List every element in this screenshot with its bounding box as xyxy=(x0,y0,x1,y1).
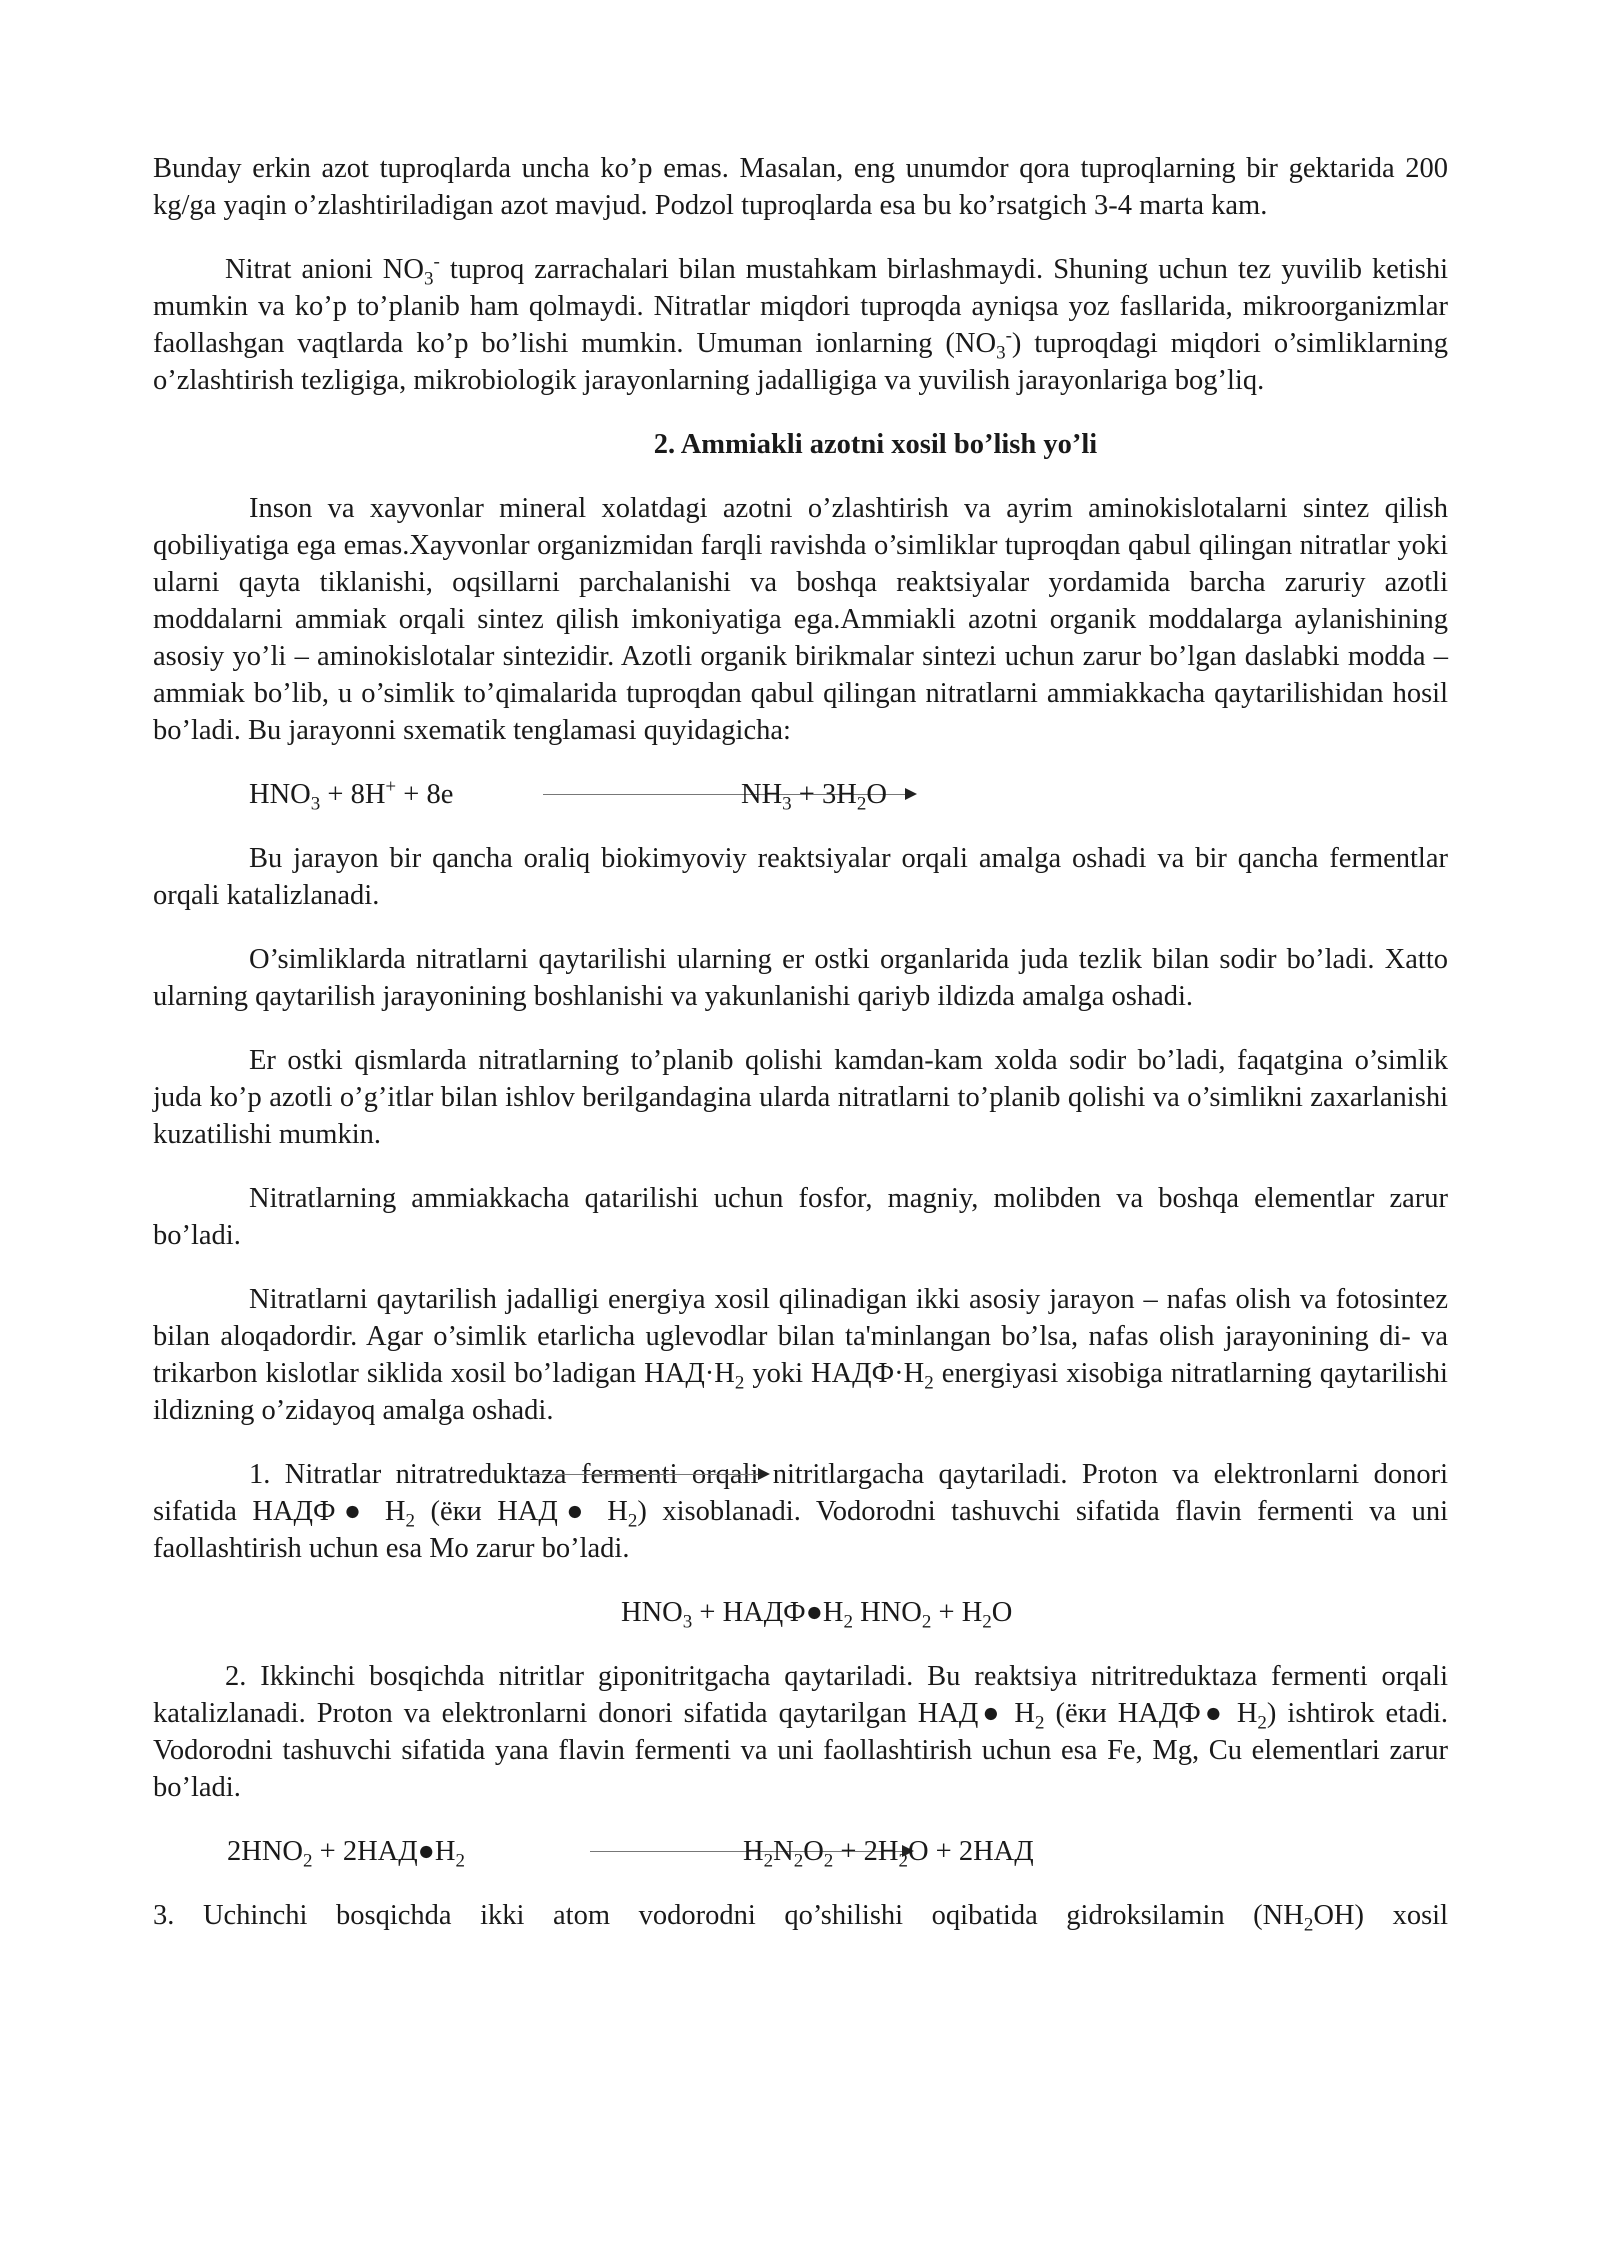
equation-3-left: $2HNO_2$ + $2НАД●Н_2$ xyxy=(227,1836,465,1872)
paragraph-11: 3. Uchinchi bosqichda ikki atom vodorodni qo’shilishi oqibatida gidroksilamin $(NH_2OH)$ xosil xyxy=(153,1900,1448,1936)
paragraph-2: Nitrat anioni $NO_3^-$ tuproq zarrachalari bilan mustahkam birlashmaydi. Shuning uchun tez yuvilib ketishi mumkin va ko’p to’planib ham qolmaydi. Nitratlar miqdori tuproqda ayniqsa yoz fasllarida, mikroorganizmlar faollashgan vaqtlarda ko’p bo’lishi mumkin. Umuman ionlarning $(NO_3^-)$ tuproqdagi miqdori o’simliklarning o’zlashtirish tezligiga, mikrobiologik jarayonlarning jadalligiga va yuvilish jarayonlariga bog’liq. xyxy=(153,251,1449,396)
paragraph-5: O’simliklarda nitratlarni qaytarilishi ularning er ostki organlarida juda tezlik bilan sodir bo’ladi. Xatto ularning qaytarilish jarayonining boshlanishi va yakunlanishi qariyb ildizda amalga oshadi. xyxy=(153,944,1448,1012)
document-page xyxy=(153,150,1448,1961)
paragraph-6: Er ostki qismlarda nitratlarning to’planib qolishi kamdan-kam xolda sodir bo’ladi, faqatgina o’simlik juda ko’p azotli o’g’itlar bilan ishlov berilgandagina ularda nitratlarni to’planib qolishi va o’simlikni zaxarlanishi kuzatilishi mumkin. xyxy=(153,1045,1448,1150)
paragraph-10: 2. Ikkinchi bosqichda nitritlar giponitritgacha qaytariladi. Bu reaktsiya nitritreduktaza fermenti orqali katalizlanadi. Proton va elektronlarni donori sifatida qaytarilgan НАД● $Н_2$ (ёки НАДФ● $Н_2$) ishtirok etadi. Vodorodni tashuvchi sifatida yana flavin fermenti va uni faollashtirish uchun esa Fe, Mg, Cu elementlari zarur bo’ladi. xyxy=(153,1661,1449,1803)
equation-2-text: $HNO_3$ + $НАДФ●Н_2$ $HNO_2 + H_2O$ xyxy=(621,1597,1013,1633)
paragraph-4: Bu jarayon bir qancha oraliq biokimyoviy reaktsiyalar orqali amalga oshadi va bir qancha fermentlar orqali katalizlanadi. xyxy=(153,843,1448,911)
paragraph-8: Nitratlarni qaytarilish jadalligi energiya xosil qilinadigan ikki asosiy jarayon – nafas olish va fotosintez bilan aloqadordir. Agar o’simlik etarlicha uglevodlar bilan ta'minlangan bo’lsa, nafas olish jarayonining di- va trikarbon kislotlar siklida xosil bo’ladigan $НАД\cdot Н_2$ yoki $НАДФ\cdot Н_2$ energiyasi xisobiga nitratlarning qaytarilishi ildizning o’zidayoq amalga oshadi. xyxy=(153,1284,1448,1426)
paragraph-9: 1. Nitratlar nitratreduktaza fermenti orqali nitritlargacha qaytariladi. Proton va elektronlarni donori sifatida НАДФ● $Н_2$ (ёки НАД● $Н_2$) xisoblanadi. Vodorodni tashuvchi sifatida flavin fermenti va uni faollashtirish uchun esa Mo zarur bo’ladi. xyxy=(153,1459,1448,1564)
paragraph-7: Nitratlarning ammiakkacha qatarilishi uchun fosfor, magniy, molibden va boshqa elementlar zarur bo’ladi. xyxy=(153,1183,1448,1251)
equation-2 xyxy=(153,1594,1448,1631)
equation-1-left: $HNO_3 + 8H^+ + 8e$ xyxy=(249,776,454,815)
section-heading: 2. Ammiakli azotni xosil bo’lish yo’li xyxy=(653,429,1098,460)
paragraph-1: Bunday erkin azot tuproqlarda uncha ko’p emas. Masalan, eng unumdor qora tuproqlarning bir gektarida 200 kg/ga yaqin o’zlashtiriladigan azot mavjud. Podzol tuproqlarda esa bu ko’rsatgich 3-4 marta kam. xyxy=(153,153,1448,221)
equation-1 xyxy=(153,776,1448,813)
equation-1-right: $NH_3 + 3H_2O$ xyxy=(741,779,887,815)
equation-3 xyxy=(153,1833,1448,1870)
equation-3-right: $H_2N_2O_2 + 2H_2O + 2НАД$ xyxy=(743,1836,1034,1872)
paragraph-3: Inson va xayvonlar mineral xolatdagi azotni o’zlashtirish va ayrim aminokislotalarni sintez qilish qobiliyatiga ega emas.Xayvonlar organizmidan farqli ravishda o’simliklar tuproqdan qabul qilingan nitratlar yoki ularni qayta tiklanishi, oqsillarni parchalanishi va boshqa reaktsiyalar yordamida barcha zaruriy azotli moddalarni ammiak orqali sintez qilish imkoniyatiga ega.Ammiakli azotni organik moddalarga aylanishining asosiy yo’li – aminokislotalar sintezidir. Azotli organik birikmalar sintezi uchun zarur bo’lgan daslabki modda – ammiak bo’lib, u o’simlik to’qimalarida tuproqdan qabul qilingan nitratlarni ammiakkacha qaytarilishidan hosil bo’ladi. Bu jarayonni sxematik tenglamasi quyidagicha: xyxy=(153,493,1448,746)
